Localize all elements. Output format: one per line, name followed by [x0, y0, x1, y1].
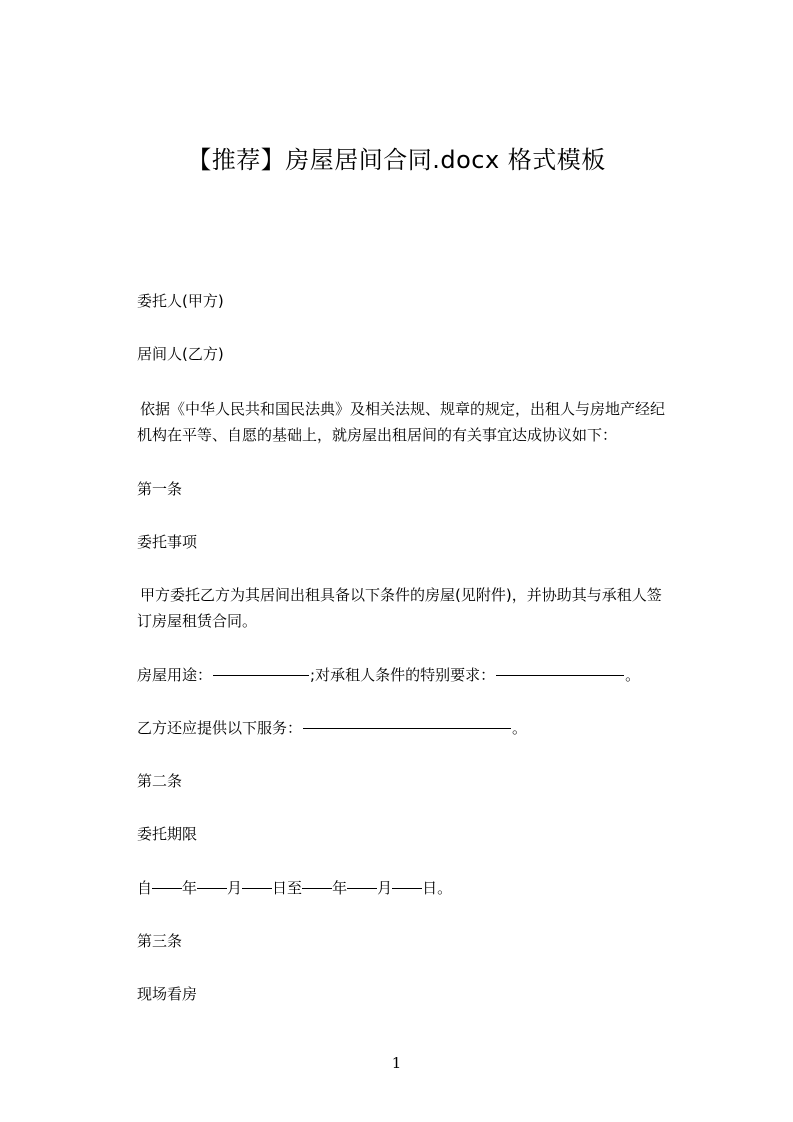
article-1-heading: 委托事项 [137, 533, 198, 551]
article-3-number: 第三条 [137, 932, 183, 950]
term-from: 自 [137, 879, 153, 897]
term-day-to: 日至 [272, 879, 303, 897]
article-2-number: 第二条 [137, 772, 183, 790]
term-year: 年 [182, 879, 198, 897]
term-year2: 年 [332, 879, 348, 897]
article-1-line-2: 订房屋租赁合同。 [137, 612, 258, 630]
intro-line-2: 机构在平等、自愿的基础上，就房屋出租居间的有关事宜达成协议如下： [137, 426, 618, 444]
term-year2-blank [302, 888, 332, 889]
services-end: 。 [512, 719, 528, 737]
term-month-blank [197, 888, 227, 889]
term-day-end: 日。 [422, 879, 453, 897]
term-line [137, 873, 717, 903]
document-title: 【推荐】房屋居间合同.docx 格式模板 [187, 146, 606, 174]
requirements-blank [496, 675, 624, 676]
term-month: 月 [227, 879, 243, 897]
article-2-heading: 委托期限 [137, 825, 198, 843]
services-blank [303, 728, 511, 729]
usage-line [137, 660, 717, 690]
intro-line-1: 依据《中华人民共和国民法典》及相关法规、规章的规定，出租人与房地产经纪 [140, 400, 666, 418]
article-3-heading: 现场看房 [137, 985, 198, 1003]
term-day2-blank [392, 888, 422, 889]
page-number: 1 [391, 1054, 402, 1072]
usage-mid-text: ;对承租人条件的特别要求： [310, 666, 496, 684]
term-month2-blank [347, 888, 377, 889]
usage-end: 。 [625, 666, 641, 684]
services-label: 乙方还应提供以下服务： [137, 719, 303, 737]
article-1-line-1: 甲方委托乙方为其居间出租具备以下条件的房屋(见附件)，并协助其与承租人签 [140, 586, 662, 604]
term-year-blank [152, 888, 182, 889]
services-line [137, 713, 717, 743]
intermediary-line: 居间人(乙方) [137, 345, 224, 363]
article-1-number: 第一条 [137, 480, 183, 498]
term-day-blank [242, 888, 272, 889]
usage-blank [213, 675, 309, 676]
term-month2: 月 [377, 879, 393, 897]
principal-line: 委托人(甲方) [137, 292, 224, 310]
usage-label: 房屋用途： [137, 666, 213, 684]
